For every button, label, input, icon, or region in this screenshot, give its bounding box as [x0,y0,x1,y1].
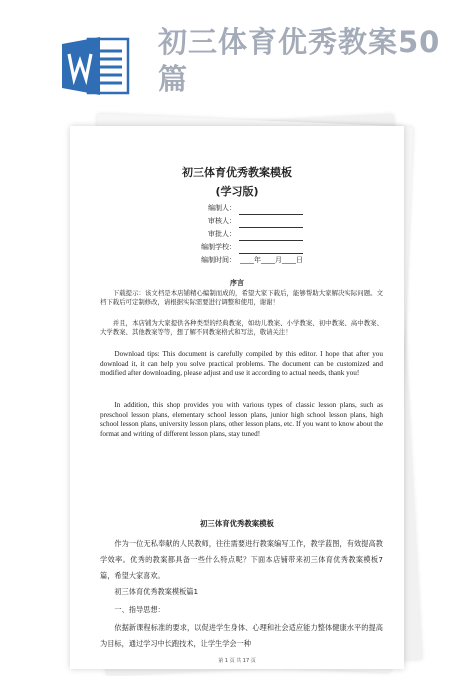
preface-paragraph-en-2: In addition, this shop provides you with various types of classic lesson plans, such as preschool lesson plans, elementary school lesson plans, junior high school lesson plans, high school lesson plans, university lesson plans, other lesson plans, etc. If you want to know about the format and writing of different lesson plans, stay tuned! [100,401,383,438]
meta-row-author [188,202,303,215]
meta-block [188,202,303,267]
meta-row-reviewer [188,215,303,228]
section-title: 初三体育优秀教案模板 [200,519,274,528]
meta-row-school [188,241,303,254]
preface-title: 序言 [230,279,244,287]
meta-label: 编制学校： [201,243,236,251]
meta-row-date [188,254,303,267]
date-value: ____年____月____日 [240,256,303,264]
preface-paragraph-en-1: Download tips: This document is carefully compiled by this editor. I hope that after you download it, it can help you solve practical problems. The document can be customized and modified after downloading, please adjust and use it according to actual needs, thank you! [100,350,383,378]
blank-line [239,243,303,254]
banner-title: 初三体育优秀教案50篇 [158,25,441,96]
meta-label: 编制人： [208,204,236,212]
banner-header [0,0,474,118]
body-paragraph-2: 初三体育优秀教案模板篇1 [114,587,199,596]
blank-line [239,217,303,228]
document-page [70,126,404,669]
meta-label: 审批人： [208,230,236,238]
meta-row-approver [188,228,303,241]
document-title: 初三体育优秀教案模板 [182,166,292,179]
blank-line [239,230,303,241]
blank-line [239,204,303,215]
body-paragraph-3: 一、指导思想： [114,605,165,614]
preface-paragraph-cn-1: 下载提示：该文档是本店铺精心编制而成的，希望大家下载后，能够帮助大家解决实际问题。文档下载后可定制修改，请根据实际需要进行调整和使用，谢谢！ [100,289,383,307]
body-paragraph-4: 依据新课程标准的要求，以促进学生身体、心理和社会适应能力整体健康水平的提高为目标，通过学习中长跑技术，让学生学会一种 [100,623,383,648]
body-paragraph-1: 作为一位无私奉献的人民教师，往往需要进行教案编写工作，教学蓝图，有效提高教学效率。优秀的教案都具备一些什么特点呢？下面本店铺带来初三体育优秀教案模板7篇，希望大家喜欢。 [100,539,383,580]
word-document-icon [60,35,130,97]
meta-label: 审核人： [208,217,236,225]
document-subtitle: (学习版) [215,185,259,198]
preface-paragraph-cn-2: 并且，本店铺为大家提供各种类型的经典教案，如幼儿教案、小学教案、初中教案、高中教案、大学教案、其他教案等等，想了解不同教案格式和写法，敬请关注！ [100,319,383,337]
meta-label: 编制时间： [201,256,236,264]
page-number: 第 1 页 共 17 页 [218,658,256,664]
